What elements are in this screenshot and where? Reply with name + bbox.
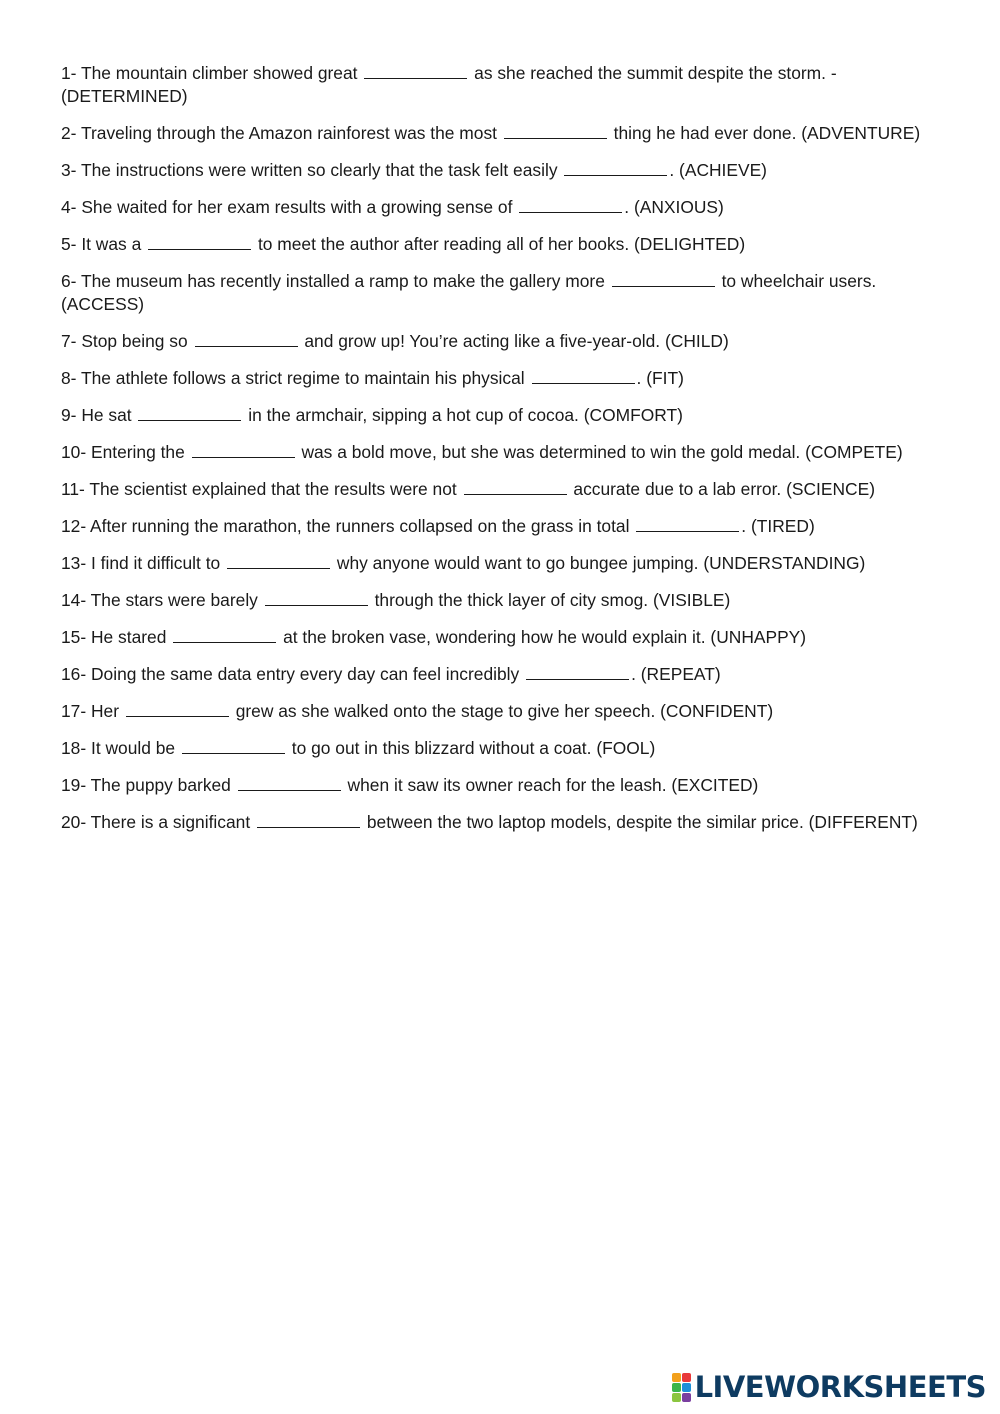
answer-blank[interactable] (364, 61, 467, 79)
logo-square (682, 1373, 691, 1382)
base-word: (REPEAT) (640, 664, 721, 684)
base-word: (EXCITED) (671, 775, 759, 795)
question-text-after: to meet the author after reading all of her books. (257, 234, 630, 254)
question-text-before: Stop being so (81, 331, 188, 351)
question-text-before: The puppy barked (90, 775, 231, 795)
question-text-before: The museum has recently installed a ramp to make the gallery more (81, 271, 605, 291)
base-word: (ADVENTURE) (801, 123, 921, 143)
answer-blank[interactable] (227, 551, 330, 569)
answer-blank[interactable] (195, 329, 298, 347)
question-number: 18- (61, 738, 87, 758)
answer-blank[interactable] (519, 195, 622, 213)
question-text-before: The scientist explained that the results were not (89, 479, 457, 499)
question-text-after: thing he had ever done. (613, 123, 797, 143)
question-number: 13- (61, 553, 87, 573)
question-item (61, 121, 941, 145)
question-text-before: Entering the (90, 442, 185, 462)
answer-blank[interactable] (532, 366, 635, 384)
question-text-before: The athlete follows a strict regime to maintain his physical (81, 368, 525, 388)
question-number: 19- (61, 775, 87, 795)
question-number: 1- (61, 63, 77, 83)
worksheet (61, 61, 941, 847)
base-word: (FIT) (646, 368, 684, 388)
question-item (61, 662, 941, 686)
question-text-after: . (741, 516, 747, 536)
logo-square (672, 1383, 681, 1392)
answer-blank[interactable] (126, 699, 229, 717)
answer-blank[interactable] (173, 625, 276, 643)
question-text-after: accurate due to a lab error. (573, 479, 782, 499)
question-number: 4- (61, 197, 77, 217)
question-number: 15- (61, 627, 87, 647)
question-text-after: grew as she walked onto the stage to give her speech. (235, 701, 656, 721)
answer-blank[interactable] (138, 403, 241, 421)
base-word: (ACCESS) (61, 294, 145, 314)
answer-blank[interactable] (564, 158, 667, 176)
question-item (61, 477, 941, 501)
base-word: (DIFFERENT) (808, 812, 918, 832)
question-text-after: was a bold move, but she was determined to win the gold medal. (301, 442, 801, 462)
question-item (61, 440, 941, 464)
question-item (61, 329, 941, 353)
question-text-before: The stars were barely (90, 590, 258, 610)
question-text-after: when it saw its owner reach for the leash. (347, 775, 667, 795)
question-text-before: After running the marathon, the runners collapsed on the grass in total (90, 516, 630, 536)
question-item (61, 61, 941, 108)
question-text-after: and grow up! You’re acting like a five-year-old. (304, 331, 661, 351)
question-text-before: The instructions were written so clearly that the task felt easily (81, 160, 558, 180)
logo-square (672, 1393, 681, 1402)
question-item (61, 736, 941, 760)
answer-blank[interactable] (612, 269, 715, 287)
base-word: (ANXIOUS) (633, 197, 724, 217)
base-word: (COMPETE) (805, 442, 903, 462)
question-text-after: . (669, 160, 675, 180)
question-text-before: It was a (81, 234, 142, 254)
question-text-after: . (636, 368, 642, 388)
question-item (61, 551, 941, 575)
base-word: (CHILD) (664, 331, 729, 351)
answer-blank[interactable] (636, 514, 739, 532)
answer-blank[interactable] (257, 810, 360, 828)
answer-blank[interactable] (182, 736, 285, 754)
base-word: (DELIGHTED) (634, 234, 746, 254)
question-number: 3- (61, 160, 77, 180)
answer-blank[interactable] (192, 440, 295, 458)
question-item (61, 588, 941, 612)
base-word: (UNHAPPY) (710, 627, 807, 647)
base-word: (DETERMINED) (61, 86, 188, 106)
question-text-before: He stared (90, 627, 167, 647)
base-word: (ACHIEVE) (679, 160, 767, 180)
question-text-before: It would be (90, 738, 176, 758)
question-item (61, 269, 941, 316)
question-number: 10- (61, 442, 87, 462)
base-word: (UNDERSTANDING) (703, 553, 866, 573)
logo-square (672, 1373, 681, 1382)
question-text-before: She waited for her exam results with a growing sense of (81, 197, 513, 217)
question-number: 7- (61, 331, 77, 351)
question-text-after: in the armchair, sipping a hot cup of cocoa. (248, 405, 579, 425)
question-text-after: through the thick layer of city smog. (374, 590, 649, 610)
question-item (61, 366, 941, 390)
question-text-before: Her (90, 701, 120, 721)
base-word: (VISIBLE) (652, 590, 731, 610)
question-text-before: He sat (81, 405, 132, 425)
question-number: 11- (61, 479, 85, 499)
base-word: (FOOL) (596, 738, 656, 758)
question-item (61, 195, 941, 219)
answer-blank[interactable] (265, 588, 368, 606)
logo-square (682, 1383, 691, 1392)
question-text-before: I find it difficult to (90, 553, 221, 573)
answer-blank[interactable] (238, 773, 341, 791)
question-item (61, 514, 941, 538)
question-text-before: Doing the same data entry every day can feel incredibly (90, 664, 520, 684)
question-text-after: at the broken vase, wondering how he would explain it. (283, 627, 706, 647)
question-number: 17- (61, 701, 87, 721)
question-text-before: The mountain climber showed great (81, 63, 358, 83)
question-number: 5- (61, 234, 77, 254)
question-number: 16- (61, 664, 87, 684)
question-number: 14- (61, 590, 87, 610)
brand-logo (672, 1370, 986, 1404)
question-number: 8- (61, 368, 77, 388)
question-text-after: to go out in this blizzard without a coat. (291, 738, 592, 758)
question-number: 12- (61, 516, 87, 536)
base-word: (COMFORT) (583, 405, 683, 425)
answer-blank[interactable] (148, 232, 251, 250)
question-text-after: . (631, 664, 636, 684)
question-number: 9- (61, 405, 77, 425)
question-number: 2- (61, 123, 77, 143)
question-item (61, 810, 941, 834)
question-number: 6- (61, 271, 77, 291)
question-list (61, 61, 941, 834)
question-item (61, 232, 941, 256)
question-item (61, 699, 941, 723)
base-word: (CONFIDENT) (660, 701, 774, 721)
answer-blank[interactable] (504, 121, 607, 139)
question-text-after: to wheelchair users. (721, 271, 877, 291)
answer-blank[interactable] (464, 477, 567, 495)
question-text-before: There is a significant (90, 812, 251, 832)
question-text-after: between the two laptop models, despite the similar price. (366, 812, 804, 832)
brand-name: LIVEWORKSHEETS (694, 1370, 986, 1404)
question-text-after: why anyone would want to go bungee jumping. (336, 553, 699, 573)
question-item (61, 625, 941, 649)
answer-blank[interactable] (526, 662, 629, 680)
question-item (61, 158, 941, 182)
question-text-after: . (624, 197, 630, 217)
liveworksheets-logo-icon (672, 1373, 691, 1402)
base-word: (SCIENCE) (786, 479, 875, 499)
question-number: 20- (61, 812, 87, 832)
question-item (61, 773, 941, 797)
logo-square (682, 1393, 691, 1402)
question-item (61, 403, 941, 427)
question-text-before: Traveling through the Amazon rainforest was the most (81, 123, 497, 143)
question-text-after: as she reached the summit despite the storm. - (474, 63, 837, 83)
base-word: (TIRED) (750, 516, 815, 536)
